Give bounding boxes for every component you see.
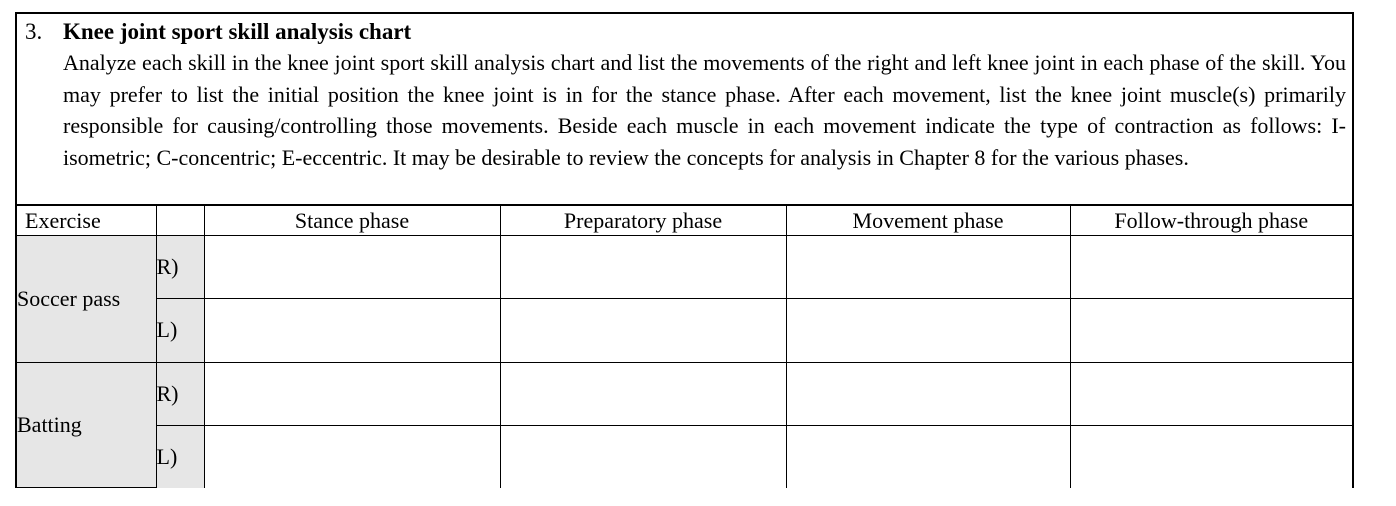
cell-soccer-right-stance[interactable]	[204, 236, 500, 299]
side-right-label: R)	[156, 362, 204, 425]
cell-soccer-left-stance[interactable]	[204, 299, 500, 362]
cell-batting-right-stance[interactable]	[204, 362, 500, 425]
table-row	[17, 425, 1352, 487]
worksheet-section	[15, 12, 1354, 488]
cell-batting-right-preparatory[interactable]	[500, 362, 786, 425]
side-left-label: L)	[156, 425, 204, 487]
cell-soccer-right-movement[interactable]	[786, 236, 1070, 299]
cell-batting-left-movement[interactable]	[786, 425, 1070, 487]
side-right-label: R)	[156, 236, 204, 299]
side-left-label: L)	[156, 299, 204, 362]
table-header-row	[17, 205, 1352, 236]
question-heading	[25, 17, 1346, 47]
header-follow-through-phase: Follow-through phase	[1070, 205, 1352, 236]
question-title: Knee joint sport skill analysis chart	[63, 19, 412, 44]
table-row	[17, 299, 1352, 362]
cell-soccer-left-preparatory[interactable]	[500, 299, 786, 362]
header-stance-phase: Stance phase	[204, 205, 500, 236]
exercise-batting: Batting	[17, 362, 156, 487]
question-block	[17, 14, 1352, 204]
cell-soccer-left-movement[interactable]	[786, 299, 1070, 362]
cell-soccer-left-follow-through[interactable]	[1070, 299, 1352, 362]
cell-batting-left-preparatory[interactable]	[500, 425, 786, 487]
header-exercise: Exercise	[17, 205, 156, 236]
cell-soccer-right-follow-through[interactable]	[1070, 236, 1352, 299]
table-row	[17, 362, 1352, 425]
cell-batting-right-follow-through[interactable]	[1070, 362, 1352, 425]
exercise-soccer-pass: Soccer pass	[17, 236, 156, 363]
item-number: 3.	[25, 19, 43, 44]
header-preparatory-phase: Preparatory phase	[500, 205, 786, 236]
cell-batting-left-stance[interactable]	[204, 425, 500, 487]
cell-batting-left-follow-through[interactable]	[1070, 425, 1352, 487]
question-instructions: Analyze each skill in the knee joint sport skill analysis chart and list the movements of the right and left knee joint in each phase of the skill. You may prefer to list the initial position the knee joint is in for the stance phase. After each movement, list the knee joint muscle(s) primarily responsible for causing/controlling those movements. Beside each muscle in each movement indicate the type of contraction as follows: I-isometric; C-concentric; E-eccentric. It may be desirable to review the concepts for analysis in Chapter 8 for the various phases.	[63, 50, 1346, 170]
table-row	[17, 236, 1352, 299]
cell-soccer-right-preparatory[interactable]	[500, 236, 786, 299]
skill-analysis-table	[17, 204, 1352, 488]
cell-batting-right-movement[interactable]	[786, 362, 1070, 425]
header-movement-phase: Movement phase	[786, 205, 1070, 236]
header-side	[156, 205, 204, 236]
